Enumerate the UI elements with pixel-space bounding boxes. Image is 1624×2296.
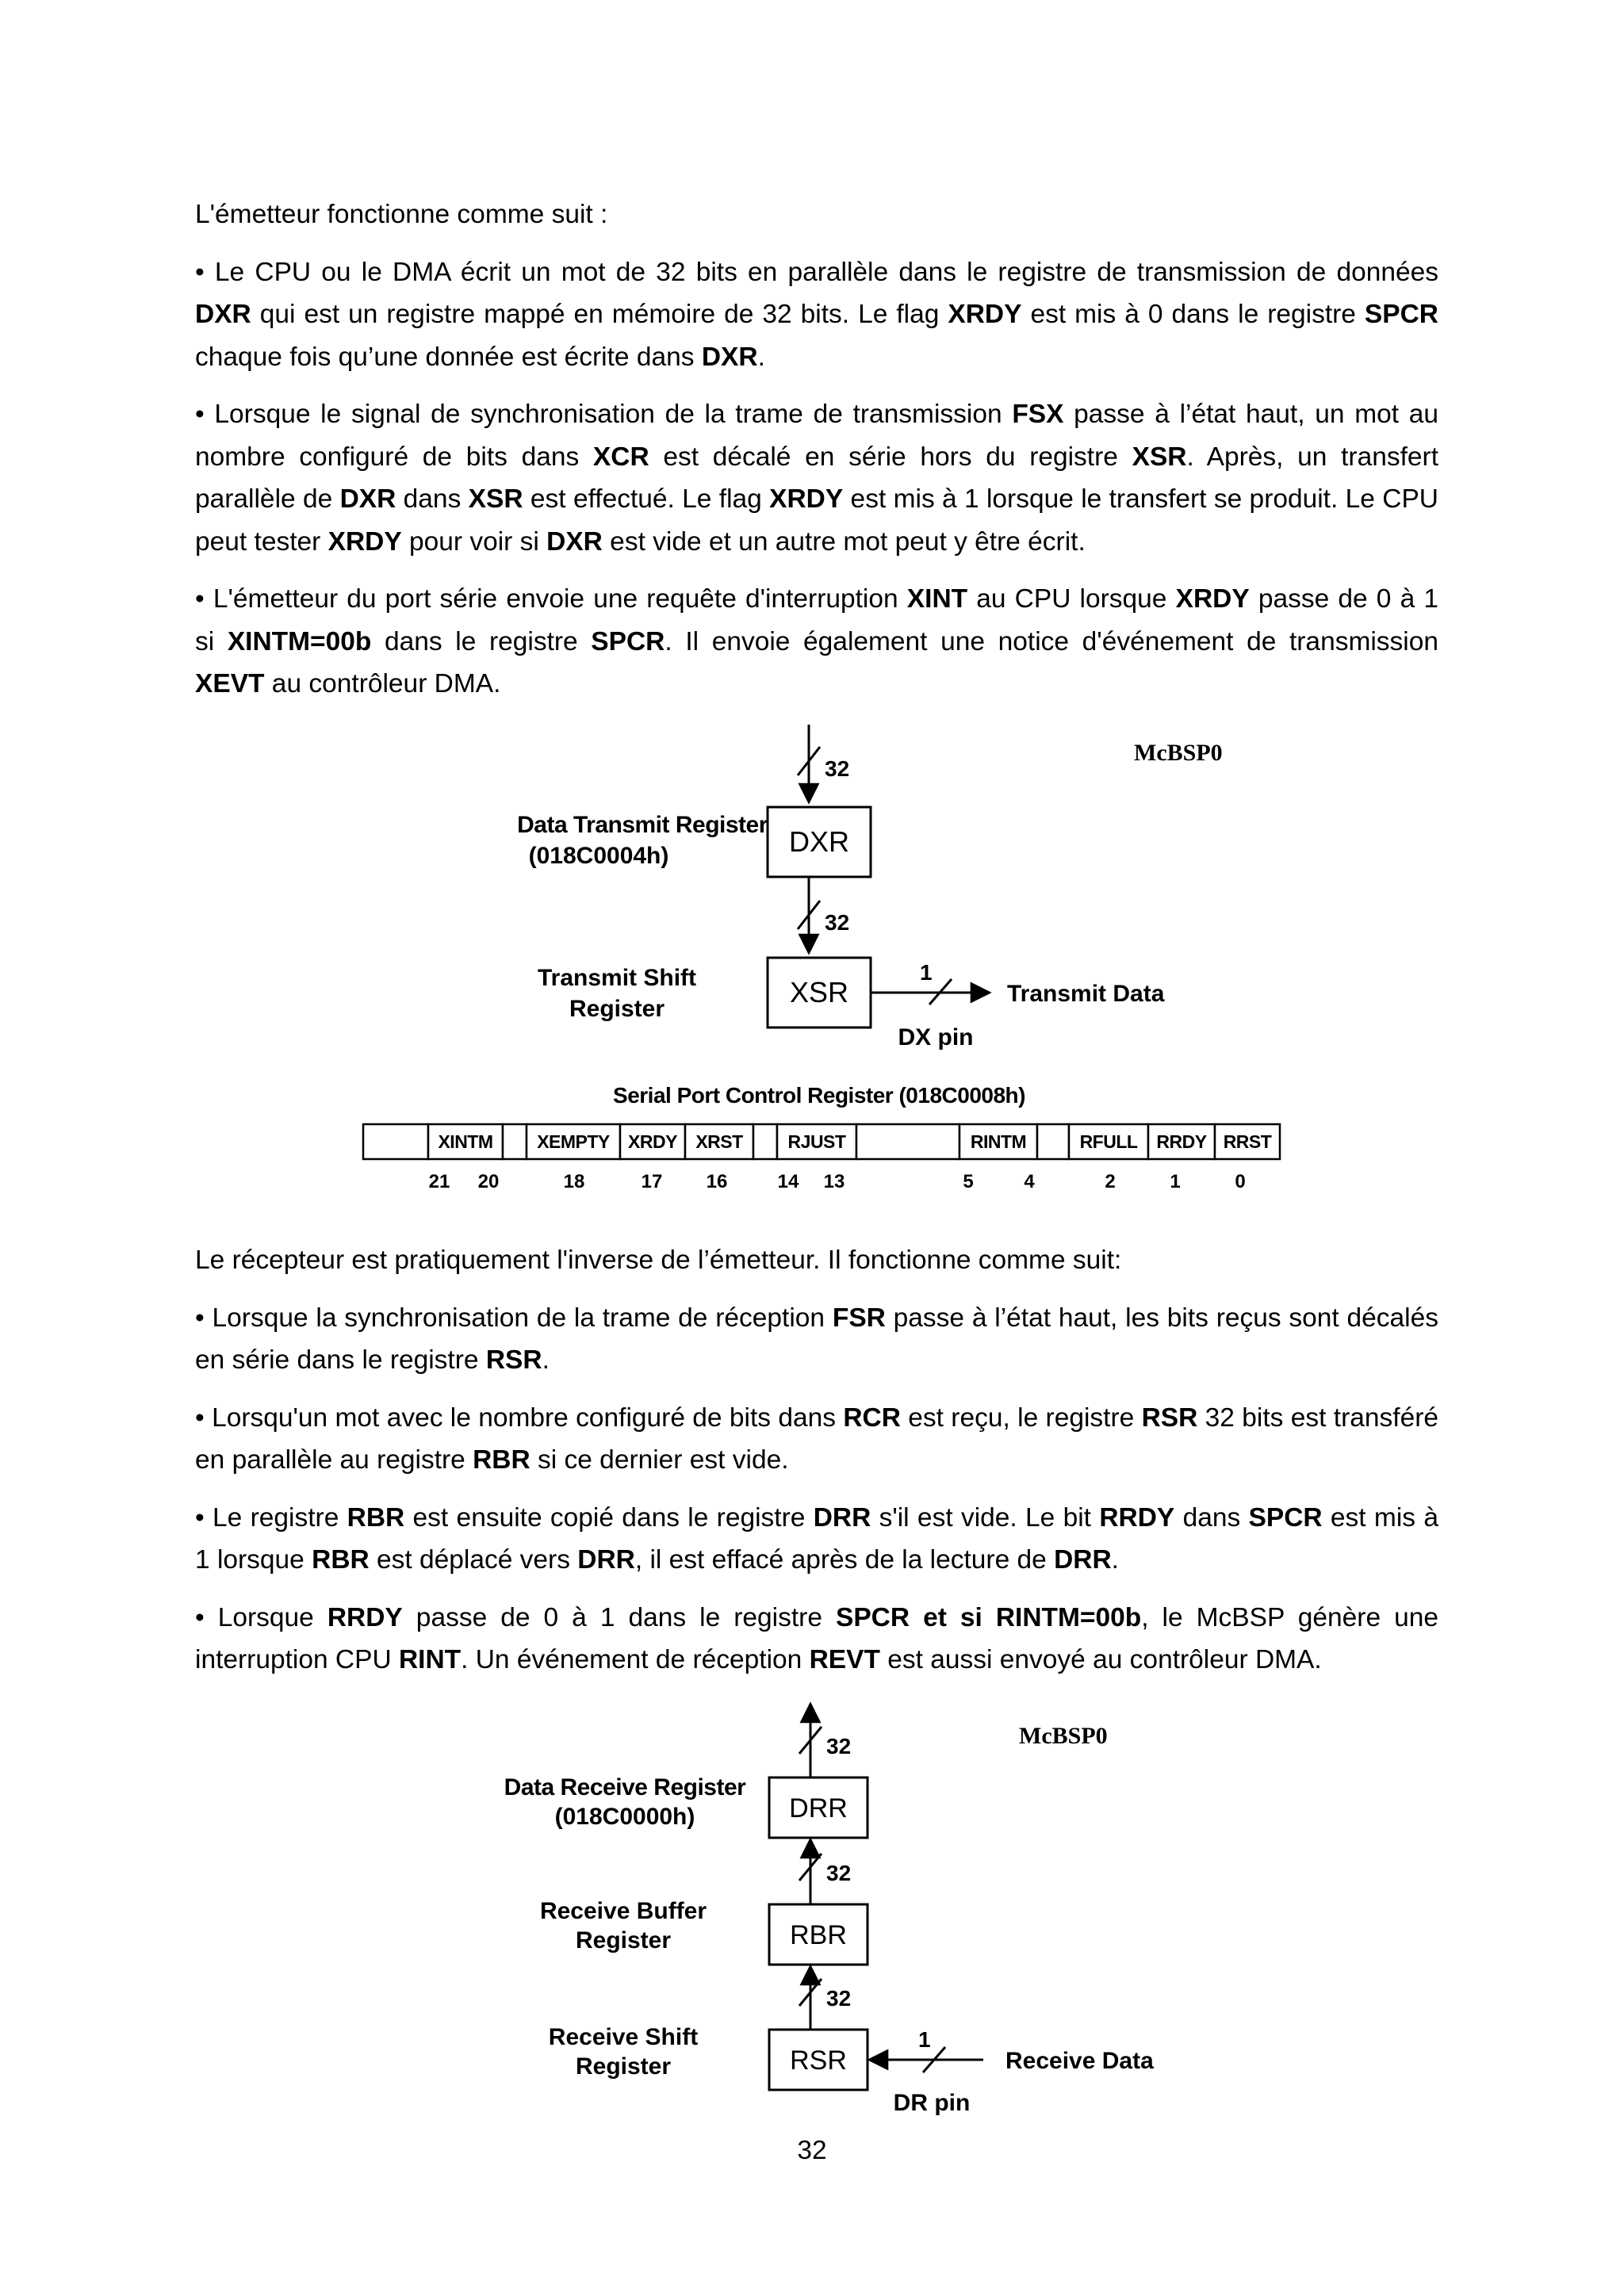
bold-term: XEVT [195, 669, 265, 698]
spcr-bit-number: 14 [777, 1171, 799, 1192]
spcr-bit-number: 21 [428, 1171, 450, 1192]
xsr-label-line1: Transmit Shift [537, 965, 697, 991]
text-run: dans [1174, 1502, 1249, 1533]
dxr-label-line1: Data Transmit Register [517, 812, 768, 838]
bus-width-label: 32 [826, 1734, 852, 1758]
text-run: 32 bits est transféré en parallèle au registre [195, 1402, 1438, 1475]
text-run: est ensuite copié dans le registre [404, 1502, 814, 1533]
serial-width-label: 1 [918, 2027, 931, 2052]
bold-term: DXR [339, 484, 396, 514]
text-run: . Il envoie également une notice d'événement de transmission [665, 626, 1439, 656]
bold-term: RSR [485, 1345, 542, 1375]
receive-data-label: Receive Data [1005, 2048, 1154, 2074]
bold-term: DXR [546, 526, 603, 557]
text-run: chaque fois qu’une donnée est écrite dans [195, 342, 702, 372]
drr-name: DRR [789, 1793, 848, 1823]
rsr-name: RSR [790, 2045, 847, 2076]
bold-term: XRDY [769, 484, 844, 514]
bold-term: DXR [195, 300, 251, 329]
transmitter-diagram [0, 714, 1624, 1205]
bold-term: SPCR [591, 626, 665, 656]
spcr-reserved-cell [503, 1124, 527, 1159]
bus-width-label: 32 [825, 910, 850, 935]
text-run: au CPU lorsque [967, 584, 1176, 614]
text-run: qui est un registre mappé en mémoire de 32 bits. Le flag [251, 300, 948, 329]
bold-term: SPCR [1364, 300, 1438, 329]
text-run: • Lorsque la synchronisation de la trame de réception [195, 1303, 833, 1333]
bus-width-label: 32 [826, 1861, 852, 1885]
bold-term: RCR [843, 1402, 901, 1433]
text-run: est mis à 1 lorsque [195, 1502, 1438, 1575]
bold-term: SPCR [1248, 1502, 1323, 1533]
bold-term: XRDY [327, 526, 402, 557]
transmitter-section [195, 193, 1438, 706]
rsr-label-line2: Register [575, 2053, 672, 2080]
spcr-field-label: XRDY [628, 1131, 677, 1152]
text-run: , le McBSP génère une interruption CPU [195, 1602, 1438, 1674]
text-run: passe de 0 à 1 dans le registre [402, 1602, 836, 1632]
bold-term: RBR [473, 1445, 530, 1475]
text-run: • L'émetteur du port série envoie une requête d'interruption [195, 584, 907, 614]
text-run: si ce dernier est vide. [530, 1445, 789, 1475]
mcbsp-label: McBSP0 [1134, 740, 1223, 766]
spcr-field-label: XRST [695, 1131, 743, 1152]
bold-term: FSX [1012, 400, 1064, 429]
text-run: est vide et un autre mot peut y être écrit. [602, 526, 1086, 557]
spcr-reserved-cell [363, 1124, 428, 1159]
dxr-label-line2: (018C0004h) [528, 843, 669, 869]
text-run: est mis à 1 lorsque le transfert se produit. Le CPU peut tester [195, 484, 1438, 557]
bold-term: XINT [906, 584, 968, 614]
xsr-label-line2: Register [569, 996, 665, 1022]
text-run: . Un événement de réception [461, 1645, 810, 1674]
spcr-bit-number: 4 [1024, 1171, 1035, 1192]
bold-term: REVT [809, 1645, 880, 1674]
bold-term: RBR [347, 1502, 405, 1533]
receiver-bullet-1 [195, 1297, 1438, 1382]
text-run: . [757, 342, 765, 372]
text-run: • Le CPU ou le DMA écrit un mot de 32 bits en parallèle dans le registre de transmission de données [195, 257, 1438, 287]
bus-width-label: 32 [825, 756, 850, 781]
receiver-bullet-3 [195, 1497, 1438, 1582]
transmitter-bullet-2 [195, 393, 1438, 563]
text-run: est décalé en série hors du registre [649, 442, 1132, 472]
page-number: 32 [797, 2136, 827, 2165]
bold-term: DRR [813, 1502, 871, 1533]
receiver-bullet-4 [195, 1597, 1438, 1682]
text-run: , il est effacé après de la lecture de [634, 1545, 1055, 1575]
bold-term: XSR [1132, 442, 1187, 472]
receiver-bullet-2 [195, 1397, 1438, 1482]
text-run: . [542, 1345, 550, 1375]
bold-term: RBR [312, 1545, 370, 1575]
text-run: passe à l’état haut, un mot au nombre configuré de bits dans [195, 400, 1438, 472]
drr-label-line1: Data Receive Register [504, 1774, 746, 1800]
text-run: est déplacé vers [369, 1545, 578, 1575]
text-run: • Lorsque [195, 1602, 327, 1632]
bold-term: DXR [701, 342, 758, 372]
bold-term: RRDY [327, 1602, 403, 1632]
spcr-reserved-cell [753, 1124, 777, 1159]
transmitter-intro: L'émetteur fonctionne comme suit : [195, 200, 608, 229]
drr-label-line2: (018C0000h) [554, 1804, 695, 1830]
spcr-reserved-cell [856, 1124, 959, 1159]
spcr-bit-number: 18 [563, 1171, 585, 1192]
text-run: dans [396, 484, 469, 514]
bold-term: SPCR et si RINTM=00b [835, 1602, 1142, 1632]
text-run: au contrôleur DMA. [264, 669, 501, 698]
text-run: passe de 0 à 1 si [195, 584, 1438, 656]
spcr-field-label: XINTM [438, 1131, 493, 1152]
receiver-diagram [0, 1697, 1624, 2125]
text-run: • Lorsque le signal de synchronisation de la trame de transmission [195, 400, 1013, 429]
spcr-bit-number: 13 [823, 1171, 845, 1192]
text-run: • Lorsqu'un mot avec le nombre configuré de bits dans [195, 1402, 844, 1433]
text-run: est effectué. Le flag [523, 484, 770, 514]
text-run: . [1111, 1545, 1119, 1575]
spcr-field-label: RINTM [970, 1131, 1027, 1152]
spcr-field-label: RFULL [1079, 1131, 1138, 1152]
spcr-title: Serial Port Control Register (018C0008h) [613, 1083, 1025, 1108]
spcr-field-label: RRST [1223, 1131, 1272, 1152]
spcr-field-label: RRDY [1156, 1131, 1207, 1152]
receiver-section [195, 1239, 1438, 1682]
spcr-bit-number: 17 [641, 1171, 663, 1192]
bold-term: DRR [577, 1545, 635, 1575]
dr-pin-label: DR pin [893, 2090, 971, 2116]
bold-term: RRDY [1099, 1502, 1175, 1533]
transmitter-bullet-1 [195, 251, 1438, 379]
bold-term: XRDY [1175, 584, 1250, 614]
rbr-label-line2: Register [575, 1927, 672, 1954]
mcbsp-label: McBSP0 [1019, 1723, 1108, 1749]
text-run: est mis à 0 dans le registre [1021, 300, 1365, 329]
spcr-field-label: RJUST [787, 1131, 846, 1152]
text-run: s'il est vide. Le bit [871, 1502, 1100, 1533]
bold-term: XCR [592, 442, 649, 472]
text-run: passe à l’état haut, les bits reçus sont décalés en série dans le registre [195, 1303, 1438, 1375]
text-run: est reçu, le registre [900, 1402, 1142, 1433]
bold-term: DRR [1054, 1545, 1112, 1575]
bold-term: XRDY [948, 300, 1022, 329]
text-run: est aussi envoyé au contrôleur DMA. [879, 1645, 1322, 1674]
spcr-bit-number: 2 [1105, 1171, 1116, 1192]
bus-width-label: 32 [826, 1986, 852, 2011]
rbr-name: RBR [790, 1920, 847, 1950]
spcr-bit-number: 5 [963, 1171, 974, 1192]
receiver-intro: Le récepteur est pratiquement l'inverse de l’émetteur. Il fonctionne comme suit: [195, 1246, 1122, 1275]
dx-pin-label: DX pin [898, 1024, 974, 1050]
serial-width-label: 1 [920, 960, 933, 985]
spcr-bit-number: 16 [706, 1171, 728, 1192]
bold-term: RSR [1141, 1402, 1198, 1433]
transmit-data-label: Transmit Data [1007, 981, 1165, 1007]
spcr-register [363, 1124, 1280, 1192]
spcr-bit-number: 1 [1170, 1171, 1181, 1192]
spcr-bit-number: 0 [1235, 1171, 1246, 1192]
bold-term: RINT [398, 1645, 462, 1674]
text-run: pour voir si [401, 526, 547, 557]
dxr-name: DXR [788, 825, 850, 858]
spcr-bit-number: 20 [477, 1171, 500, 1192]
text-run: dans le registre [371, 626, 592, 656]
rsr-label-line1: Receive Shift [548, 2024, 699, 2050]
spcr-reserved-cell [1037, 1124, 1069, 1159]
bold-term: XINTM=00b [227, 626, 372, 656]
transmitter-bullet-3 [195, 578, 1438, 706]
bold-term: FSR [832, 1303, 886, 1333]
bold-term: XSR [468, 484, 523, 514]
text-run: • Le registre [195, 1502, 347, 1533]
rbr-label-line1: Receive Buffer [539, 1898, 707, 1924]
spcr-field-label: XEMPTY [537, 1131, 610, 1152]
text-run: . Après, un transfert parallèle de [195, 442, 1438, 514]
xsr-name: XSR [789, 976, 849, 1008]
